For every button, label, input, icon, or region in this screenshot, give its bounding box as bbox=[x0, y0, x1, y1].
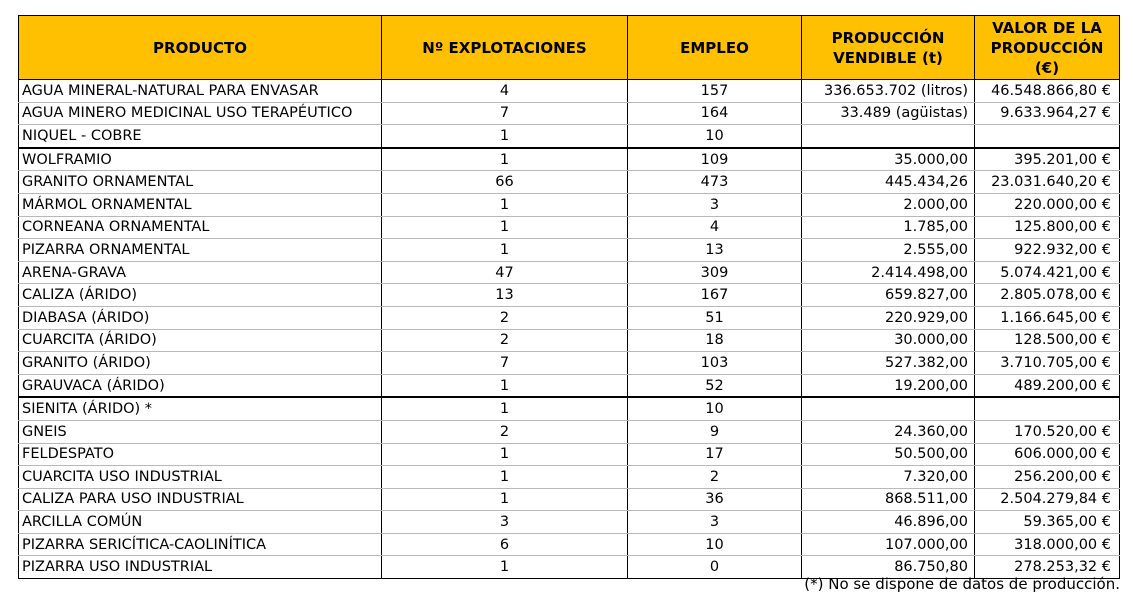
cell-valor: 9.633.964,27 € bbox=[975, 102, 1120, 125]
cell-produccion: 86.750,80 bbox=[802, 556, 975, 579]
cell-empleo: 36 bbox=[628, 488, 802, 511]
cell-valor: 220.000,00 € bbox=[975, 193, 1120, 216]
table-header-row bbox=[19, 16, 1120, 80]
cell-produccion: 1.785,00 bbox=[802, 216, 975, 239]
cell-producto: ARENA-GRAVA bbox=[19, 261, 382, 284]
cell-producto: GRANITO (ÁRIDO) bbox=[19, 352, 382, 375]
table-row bbox=[19, 352, 1120, 375]
cell-produccion: 7.320,00 bbox=[802, 466, 975, 489]
cell-valor: 2.805.078,00 € bbox=[975, 284, 1120, 307]
cell-producto: CALIZA PARA USO INDUSTRIAL bbox=[19, 488, 382, 511]
cell-produccion: 50.500,00 bbox=[802, 443, 975, 466]
cell-produccion: 2.000,00 bbox=[802, 193, 975, 216]
table-row bbox=[19, 466, 1120, 489]
cell-valor bbox=[975, 397, 1120, 420]
cell-explotaciones: 13 bbox=[382, 284, 628, 307]
cell-produccion: 30.000,00 bbox=[802, 329, 975, 352]
cell-valor: 395.201,00 € bbox=[975, 148, 1120, 171]
cell-producto: PIZARRA ORNAMENTAL bbox=[19, 239, 382, 262]
table-row bbox=[19, 511, 1120, 534]
cell-producto: GRAUVACA (ÁRIDO) bbox=[19, 374, 382, 397]
cell-explotaciones: 4 bbox=[382, 80, 628, 103]
cell-empleo: 167 bbox=[628, 284, 802, 307]
table-row bbox=[19, 80, 1120, 103]
table-row bbox=[19, 239, 1120, 262]
cell-produccion: 2.555,00 bbox=[802, 239, 975, 262]
cell-explotaciones: 2 bbox=[382, 329, 628, 352]
cell-produccion: 659.827,00 bbox=[802, 284, 975, 307]
cell-producto: DIABASA (ÁRIDO) bbox=[19, 306, 382, 329]
table-row bbox=[19, 284, 1120, 307]
cell-valor: 256.200,00 € bbox=[975, 466, 1120, 489]
cell-empleo: 0 bbox=[628, 556, 802, 579]
cell-empleo: 10 bbox=[628, 125, 802, 148]
cell-explotaciones: 3 bbox=[382, 511, 628, 534]
table-row bbox=[19, 420, 1120, 443]
cell-explotaciones: 1 bbox=[382, 193, 628, 216]
cell-valor: 170.520,00 € bbox=[975, 420, 1120, 443]
table-row bbox=[19, 488, 1120, 511]
cell-produccion bbox=[802, 397, 975, 420]
cell-empleo: 109 bbox=[628, 148, 802, 171]
cell-explotaciones: 66 bbox=[382, 171, 628, 194]
cell-producto: PIZARRA USO INDUSTRIAL bbox=[19, 556, 382, 579]
cell-produccion: 35.000,00 bbox=[802, 148, 975, 171]
cell-produccion: 46.896,00 bbox=[802, 511, 975, 534]
table-row bbox=[19, 329, 1120, 352]
cell-produccion: 2.414.498,00 bbox=[802, 261, 975, 284]
header-explotaciones: Nº EXPLOTACIONES bbox=[382, 16, 628, 80]
cell-empleo: 17 bbox=[628, 443, 802, 466]
table-row bbox=[19, 306, 1120, 329]
cell-producto: AGUA MINERAL-NATURAL PARA ENVASAR bbox=[19, 80, 382, 103]
production-table-container bbox=[18, 15, 1120, 579]
cell-produccion: 527.382,00 bbox=[802, 352, 975, 375]
cell-explotaciones: 1 bbox=[382, 216, 628, 239]
cell-empleo: 18 bbox=[628, 329, 802, 352]
table-row bbox=[19, 171, 1120, 194]
table-row bbox=[19, 443, 1120, 466]
cell-producto: CORNEANA ORNAMENTAL bbox=[19, 216, 382, 239]
cell-producto: FELDESPATO bbox=[19, 443, 382, 466]
cell-valor: 5.074.421,00 € bbox=[975, 261, 1120, 284]
cell-valor: 46.548.866,80 € bbox=[975, 80, 1120, 103]
cell-produccion: 868.511,00 bbox=[802, 488, 975, 511]
table-row bbox=[19, 125, 1120, 148]
cell-explotaciones: 2 bbox=[382, 306, 628, 329]
table-body bbox=[19, 80, 1120, 579]
cell-empleo: 3 bbox=[628, 193, 802, 216]
cell-empleo: 473 bbox=[628, 171, 802, 194]
cell-producto: ARCILLA COMÚN bbox=[19, 511, 382, 534]
cell-explotaciones: 1 bbox=[382, 488, 628, 511]
cell-empleo: 9 bbox=[628, 420, 802, 443]
cell-produccion: 33.489 (agüistas) bbox=[802, 102, 975, 125]
cell-empleo: 4 bbox=[628, 216, 802, 239]
cell-valor: 59.365,00 € bbox=[975, 511, 1120, 534]
cell-explotaciones: 1 bbox=[382, 374, 628, 397]
cell-empleo: 13 bbox=[628, 239, 802, 262]
production-table bbox=[18, 15, 1120, 579]
cell-produccion: 220.929,00 bbox=[802, 306, 975, 329]
header-produccion-line1: PRODUCCIÓN bbox=[831, 28, 945, 47]
header-empleo: EMPLEO bbox=[628, 16, 802, 80]
header-valor-line1: VALOR DE LA bbox=[992, 18, 1102, 37]
cell-explotaciones: 7 bbox=[382, 352, 628, 375]
cell-producto: GNEIS bbox=[19, 420, 382, 443]
cell-producto: AGUA MINERO MEDICINAL USO TERAPÉUTICO bbox=[19, 102, 382, 125]
cell-valor: 318.000,00 € bbox=[975, 533, 1120, 556]
header-valor bbox=[975, 16, 1120, 80]
cell-valor: 922.932,00 € bbox=[975, 239, 1120, 262]
cell-explotaciones: 1 bbox=[382, 239, 628, 262]
cell-empleo: 157 bbox=[628, 80, 802, 103]
cell-explotaciones: 2 bbox=[382, 420, 628, 443]
header-produccion-line2: VENDIBLE (t) bbox=[833, 48, 943, 67]
cell-empleo: 103 bbox=[628, 352, 802, 375]
table-row bbox=[19, 374, 1120, 397]
cell-explotaciones: 6 bbox=[382, 533, 628, 556]
cell-producto: MÁRMOL ORNAMENTAL bbox=[19, 193, 382, 216]
cell-producto: NIQUEL - COBRE bbox=[19, 125, 382, 148]
table-row bbox=[19, 397, 1120, 420]
header-produccion bbox=[802, 16, 975, 80]
table-row bbox=[19, 193, 1120, 216]
cell-explotaciones: 1 bbox=[382, 148, 628, 171]
cell-producto: CALIZA (ÁRIDO) bbox=[19, 284, 382, 307]
cell-empleo: 2 bbox=[628, 466, 802, 489]
cell-produccion: 336.653.702 (litros) bbox=[802, 80, 975, 103]
cell-explotaciones: 1 bbox=[382, 466, 628, 489]
cell-explotaciones: 1 bbox=[382, 125, 628, 148]
table-row bbox=[19, 148, 1120, 171]
footnote: (*) No se dispone de datos de producción. bbox=[804, 575, 1120, 593]
cell-producto: GRANITO ORNAMENTAL bbox=[19, 171, 382, 194]
cell-valor: 125.800,00 € bbox=[975, 216, 1120, 239]
cell-producto: SIENITA (ÁRIDO) * bbox=[19, 397, 382, 420]
cell-producto: WOLFRAMIO bbox=[19, 148, 382, 171]
cell-valor: 3.710.705,00 € bbox=[975, 352, 1120, 375]
cell-produccion bbox=[802, 125, 975, 148]
cell-empleo: 164 bbox=[628, 102, 802, 125]
cell-explotaciones: 1 bbox=[382, 556, 628, 579]
cell-explotaciones: 1 bbox=[382, 397, 628, 420]
cell-valor: 2.504.279,84 € bbox=[975, 488, 1120, 511]
cell-produccion: 24.360,00 bbox=[802, 420, 975, 443]
header-producto: PRODUCTO bbox=[19, 16, 382, 80]
cell-empleo: 52 bbox=[628, 374, 802, 397]
cell-valor: 23.031.640,20 € bbox=[975, 171, 1120, 194]
cell-empleo: 10 bbox=[628, 533, 802, 556]
cell-produccion: 107.000,00 bbox=[802, 533, 975, 556]
cell-producto: PIZARRA SERICÍTICA-CAOLINÍTICA bbox=[19, 533, 382, 556]
cell-valor: 1.166.645,00 € bbox=[975, 306, 1120, 329]
cell-valor bbox=[975, 125, 1120, 148]
cell-valor: 278.253,32 € bbox=[975, 556, 1120, 579]
cell-producto: CUARCITA (ÁRIDO) bbox=[19, 329, 382, 352]
cell-producto: CUARCITA USO INDUSTRIAL bbox=[19, 466, 382, 489]
cell-explotaciones: 47 bbox=[382, 261, 628, 284]
cell-explotaciones: 7 bbox=[382, 102, 628, 125]
cell-produccion: 445.434,26 bbox=[802, 171, 975, 194]
table-row bbox=[19, 261, 1120, 284]
cell-produccion: 19.200,00 bbox=[802, 374, 975, 397]
cell-empleo: 10 bbox=[628, 397, 802, 420]
cell-explotaciones: 1 bbox=[382, 443, 628, 466]
table-row bbox=[19, 216, 1120, 239]
cell-empleo: 3 bbox=[628, 511, 802, 534]
table-row bbox=[19, 102, 1120, 125]
cell-empleo: 309 bbox=[628, 261, 802, 284]
cell-valor: 489.200,00 € bbox=[975, 374, 1120, 397]
header-valor-line2: PRODUCCIÓN (€) bbox=[990, 38, 1104, 77]
cell-empleo: 51 bbox=[628, 306, 802, 329]
table-row bbox=[19, 533, 1120, 556]
cell-valor: 128.500,00 € bbox=[975, 329, 1120, 352]
cell-valor: 606.000,00 € bbox=[975, 443, 1120, 466]
